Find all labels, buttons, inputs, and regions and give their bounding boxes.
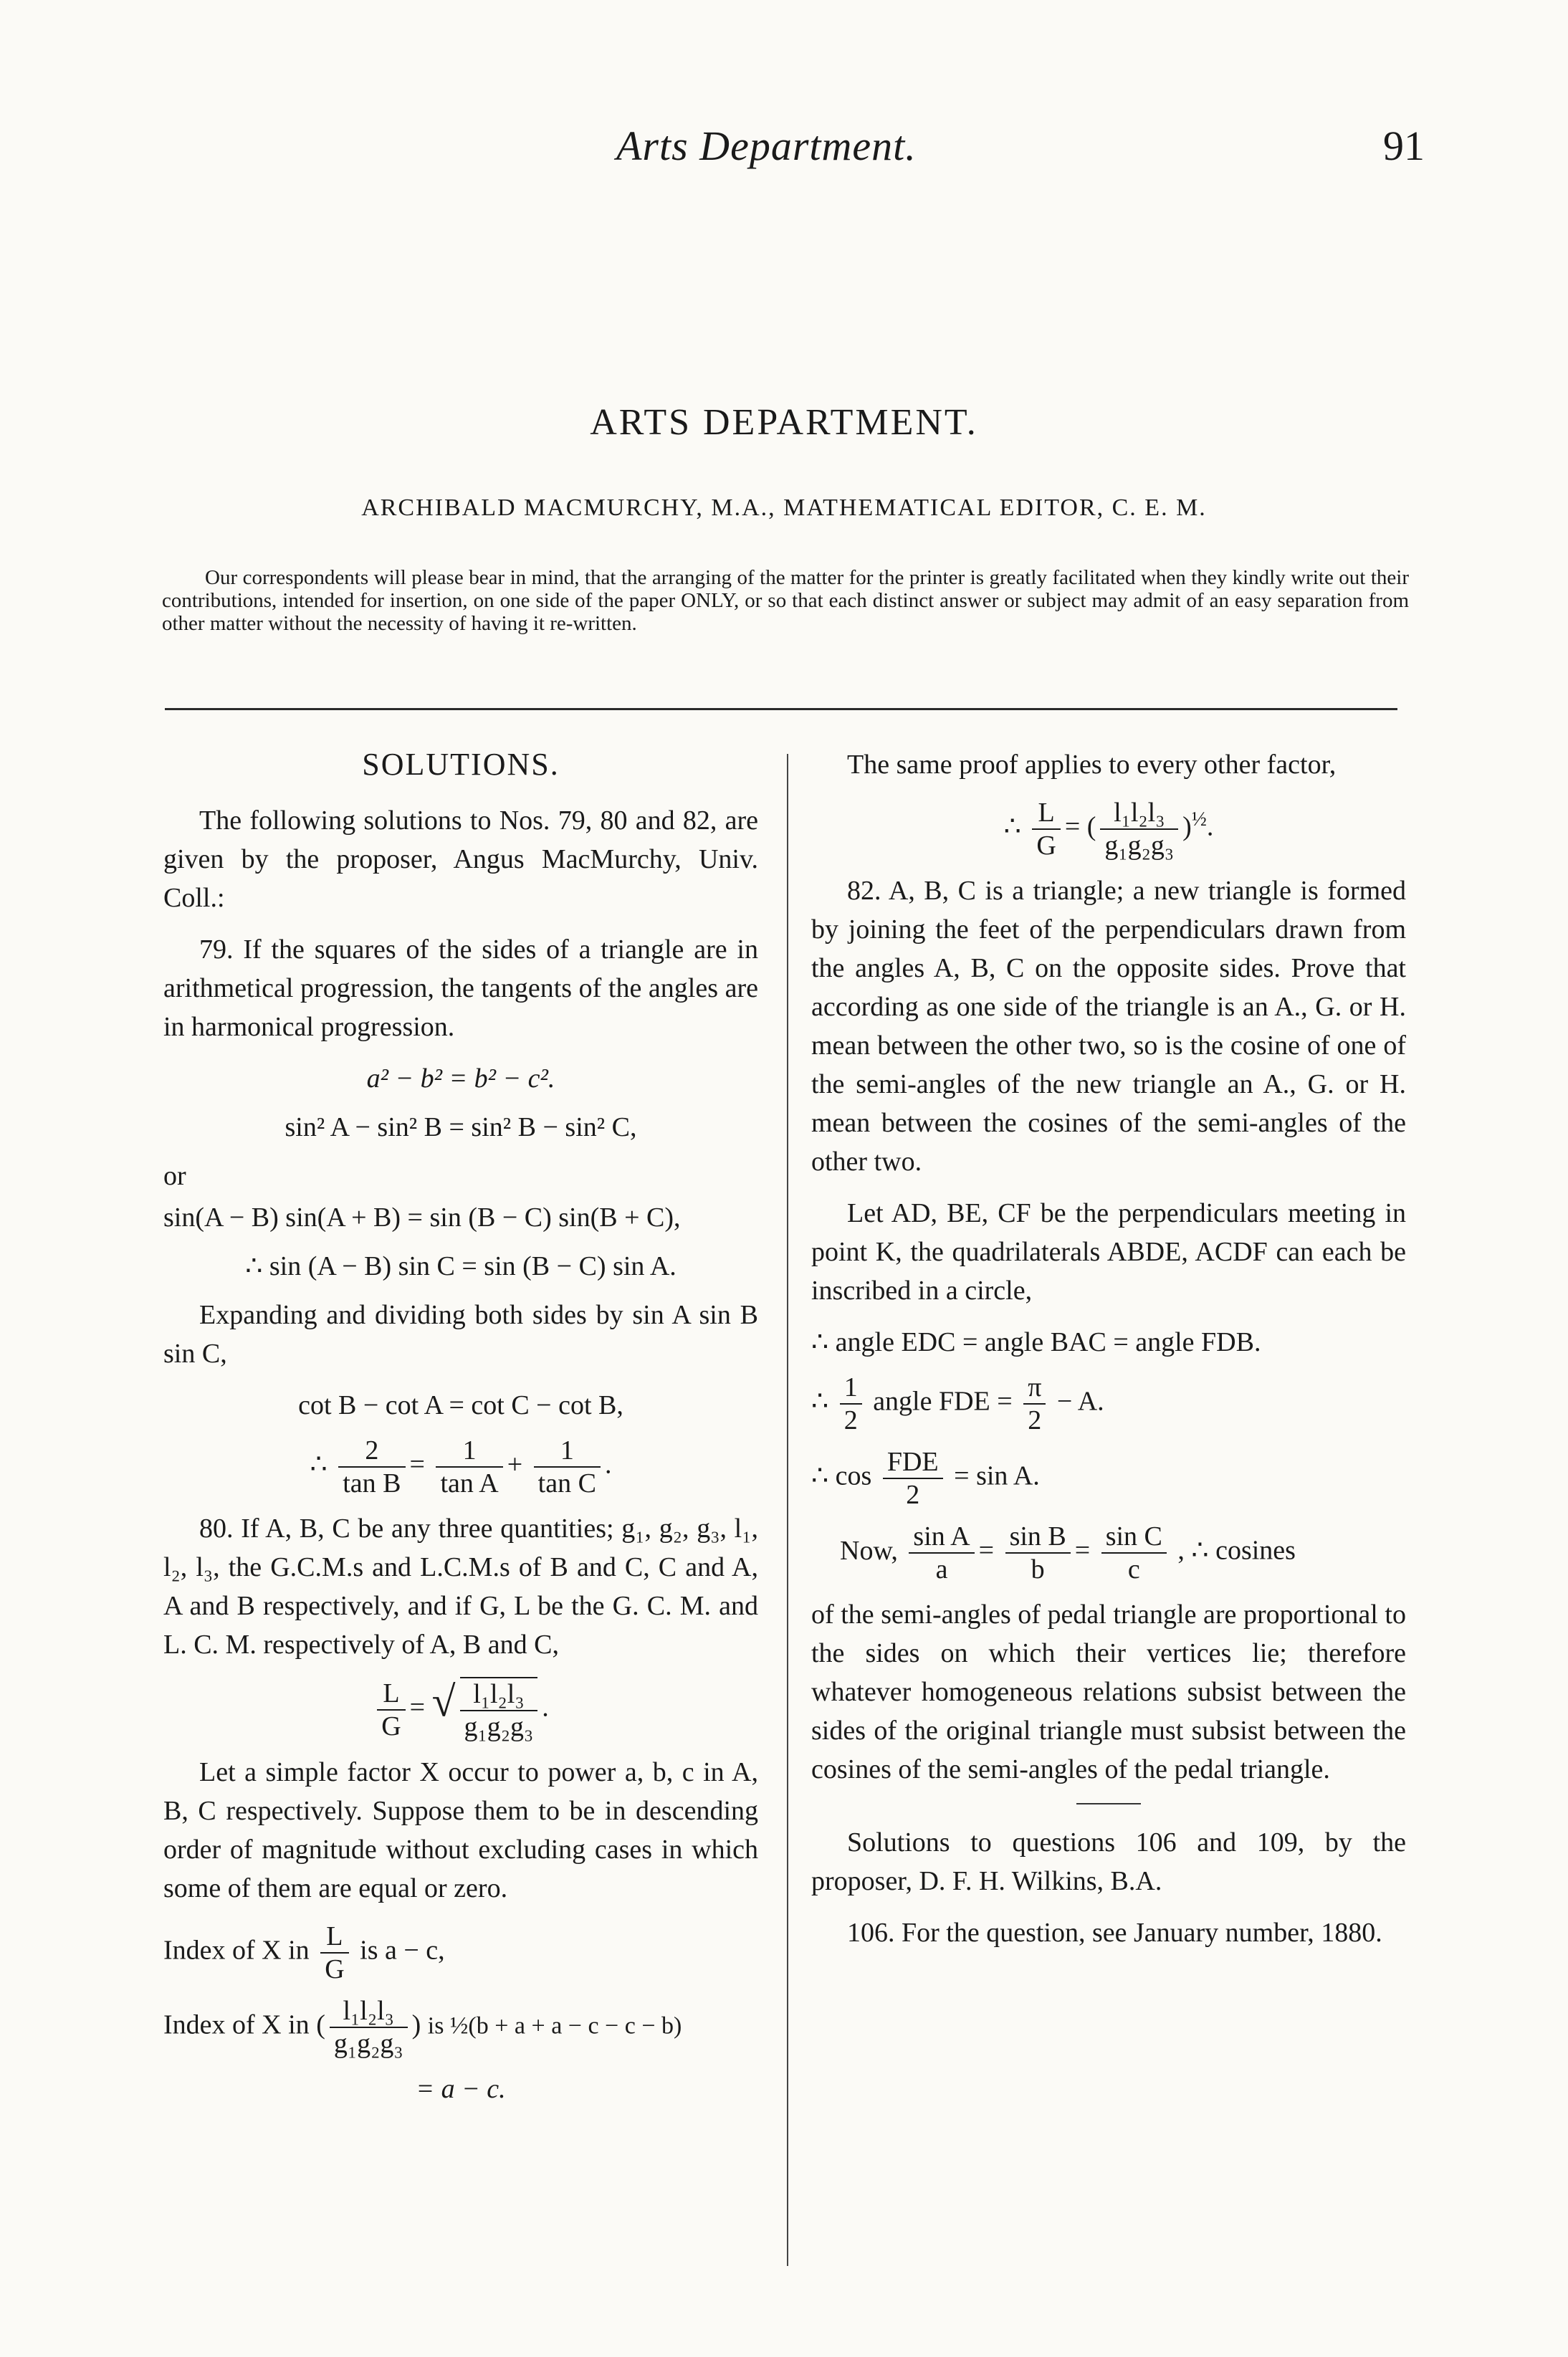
equation-12: Now, $\frac{\text{sin A}}{a}$ = $\frac{\text{sin B}}{b}$ = $\frac{\text{sin C}}{c}$ , ∴ cosines	[840, 1521, 1296, 1584]
fraction	[1005, 1521, 1071, 1585]
denominator: g₁g₂g₃	[333, 2029, 403, 2059]
problem-82: 82. A, B, C is a triangle; a new triangle is formed by joining the feet of the perpendiculars drawn from the angles A, B, C on the opposite sides. Prove that according as one side of the triangle is an A., G. or H. mean between the other two, so is the cosine of one of the semi-angles of the new triangle an A., G. or H. mean between the cosines of the semi-angles of the other two.	[811, 876, 1406, 1177]
index-prefix: Index of X in	[163, 1935, 310, 1966]
equation-2	[163, 1108, 758, 1147]
solutions-heading: SOLUTIONS.	[362, 747, 560, 782]
left-column	[163, 745, 758, 2118]
equation-1	[163, 1059, 758, 1098]
proof-paragraph: The same proof applies to every other factor,	[847, 750, 1337, 780]
fraction	[330, 1995, 408, 2060]
numerator: 1	[436, 1435, 502, 1468]
numerator: L	[320, 1921, 348, 1954]
equation-10-middle: angle FDE =	[873, 1386, 1013, 1417]
equation-5	[163, 1386, 758, 1425]
fraction	[1101, 1521, 1167, 1585]
fraction	[320, 1921, 348, 1985]
now-word: Now,	[840, 1535, 898, 1566]
equation-8: ∴ $\frac{L}{G}$ = ( $\frac{\text{l₁l₂l₃}}{\text{g₁g₂g₃}}$ )$^{\frac{1}{2}}$.	[1003, 798, 1214, 861]
index-line-1	[163, 1921, 758, 1985]
numerator: sin B	[1005, 1521, 1071, 1554]
fraction	[883, 1446, 943, 1511]
section-title: ARTS DEPARTMENT.	[590, 402, 978, 443]
right-column	[811, 745, 1406, 1965]
index-line-3	[163, 2070, 758, 2108]
equation-4-text: ∴ sin (A − B) sin C = sin (B − C) sin A.	[245, 1251, 677, 1281]
denominator: tan A	[440, 1468, 499, 1498]
equation-2-text: sin² A − sin² B = sin² B − sin² C,	[285, 1112, 637, 1142]
equation-9-text: ∴ angle EDC = angle BAC = angle FDB.	[811, 1327, 1261, 1357]
problem-106: 106. For the question, see January number, 1880.	[847, 1918, 1382, 1948]
numerator: l₁l₂l₃	[330, 1995, 408, 2028]
factor-paragraph: Let a simple factor X occur to power a, b, c in A, B, C respectively. Suppose them to be in descending order of magnitude without excluding cases in which some of them are equal or zero.	[163, 1757, 758, 1903]
problem-79: 79. If the squares of the sides of a triangle are in arithmetical progression, the tangents of the angles are in harmonical progression.	[163, 934, 758, 1042]
equation-3-text: sin(A − B) sin(A + B) = sin (B − C) sin(B + C),	[163, 1203, 681, 1233]
equation-3	[163, 1198, 758, 1237]
numerator: l₁l₂l₃	[1100, 797, 1178, 830]
equation-10-suffix: − A.	[1056, 1386, 1104, 1417]
fraction	[909, 1521, 974, 1585]
therefore-symbol: ∴	[310, 1449, 328, 1480]
equation-9	[811, 1323, 1406, 1362]
expanding-paragraph: Expanding and dividing both sides by sin A sin B sin C,	[163, 1300, 758, 1369]
denominator: tan B	[343, 1468, 401, 1498]
numerator: L	[1032, 797, 1060, 830]
numerator: 2	[338, 1435, 405, 1468]
short-rule	[1076, 1803, 1141, 1804]
denominator: g₁g₂g₃	[1104, 831, 1175, 861]
denominator: G	[325, 1954, 345, 1984]
fraction	[840, 1372, 862, 1436]
numerator: FDE	[883, 1446, 943, 1479]
denominator: G	[1036, 831, 1056, 861]
therefore-symbol: ∴	[1003, 811, 1021, 842]
therefore-symbol: ∴	[811, 1386, 829, 1417]
solutions-note: Solutions to questions 106 and 109, by the proposer, D. F. H. Wilkins, B.A.	[811, 1827, 1406, 1896]
fraction	[338, 1435, 405, 1499]
denominator: 2	[843, 1405, 858, 1435]
index-line-2: Index of X in ( $\frac{\text{l₁l₂l₃}}{\text{g₁g₂g₃}}$ ) is ½(b + a + a − c − c − b)	[163, 1996, 682, 2059]
equation-5-text: cot B − cot A = cot C − cot B,	[298, 1390, 623, 1420]
page-number: 91	[1383, 123, 1425, 169]
equation-6: ∴ $\frac{2}{\text{tan B}}$ = $\frac{1}{\text{tan A}}$ + $\frac{1}{\text{tan C}}$ .	[310, 1435, 612, 1498]
problem-80: 80. If A, B, C be any three quantities; g₁, g₂, g₃, l₁, l₂, l₃, the G.C.M.s and L.C.M.s of B and C, C and A, A and B respectively, and if G, L be the G. C. M. and L. C. M. respectively of A, B and C,	[163, 1514, 758, 1660]
denominator: b	[1031, 1554, 1045, 1584]
numerator: sin C	[1101, 1521, 1167, 1554]
equation-4	[163, 1247, 758, 1286]
equation-11-suffix: = sin A.	[954, 1460, 1040, 1491]
denominator: c	[1127, 1554, 1140, 1584]
index-prefix: Index of X in	[163, 2009, 310, 2040]
index-suffix: is a − c,	[360, 1935, 445, 1966]
editor-line: ARCHIBALD MACMURCHY, M.A., MATHEMATICAL EDITOR, C. E. M.	[361, 494, 1207, 521]
fraction	[1100, 797, 1178, 861]
equation-11	[811, 1446, 1406, 1511]
equation-10	[811, 1372, 1406, 1436]
denominator: 2	[906, 1480, 920, 1510]
denominator: 2	[1028, 1405, 1042, 1435]
fraction	[534, 1435, 601, 1499]
fraction	[377, 1678, 405, 1742]
equation-12-suffix: , ∴ cosines	[1177, 1535, 1296, 1566]
denominator: g₁g₂g₃	[464, 1712, 534, 1742]
fraction	[436, 1435, 502, 1499]
running-head: Arts Department.	[616, 123, 917, 169]
numerator: π	[1023, 1372, 1046, 1405]
numerator: sin A	[909, 1521, 974, 1554]
conclusion-paragraph: of the semi-angles of pedal triangle are proportional to the sides on which their vertices lie; therefore whatever homogeneous relations subsist between the sides of the original triangle must subsist between the cosines of the semi-angles of the pedal triangle.	[811, 1600, 1406, 1784]
equation-11-prefix: ∴ cos	[811, 1460, 872, 1491]
intro-paragraph: The following solutions to Nos. 79, 80 and 82, are given by the proposer, Angus MacMurchy, Univ. Coll.:	[163, 805, 758, 913]
fraction	[1032, 797, 1060, 861]
or-word: or	[163, 1161, 186, 1191]
fraction	[1023, 1372, 1046, 1436]
numerator: 1	[534, 1435, 601, 1468]
radical-sign: √	[431, 1678, 456, 1726]
exponent: ½	[1191, 808, 1207, 831]
denominator: G	[381, 1711, 401, 1741]
numerator: L	[377, 1678, 405, 1711]
let-paragraph: Let AD, BE, CF be the perpendiculars meeting in point K, the quadrilaterals ABDE, ACDF can each be inscribed in a circle,	[811, 1198, 1406, 1306]
denominator: a	[935, 1554, 948, 1584]
index-suffix: is ½(b + a + a − c − c − b)	[427, 2012, 682, 2040]
horizontal-rule	[165, 708, 1397, 710]
index-continuation: = a − c.	[416, 2074, 506, 2104]
column-divider	[787, 754, 788, 2266]
denominator: tan C	[537, 1468, 596, 1498]
numerator: l₁l₂l₃	[460, 1678, 538, 1711]
fraction	[460, 1677, 538, 1743]
equation-1-text: a² − b² = b² − c².	[366, 1063, 555, 1094]
equation-7: $\frac{L}{G}$ = √ $\frac{\text{l₁l₂l₃}}{\text{g₁g₂g₃}}$ .	[163, 1677, 758, 1743]
numerator: 1	[840, 1372, 862, 1405]
correspondents-notice: Our correspondents will please bear in mind, that the arranging of the matter for the printer is greatly facilitated when they kindly write out their contributions, intended for insertion, on one side of the paper ONLY, or so that each distinct answer or subject may admit of an easy separation from other matter without the necessity of having it re-written.	[162, 566, 1409, 635]
